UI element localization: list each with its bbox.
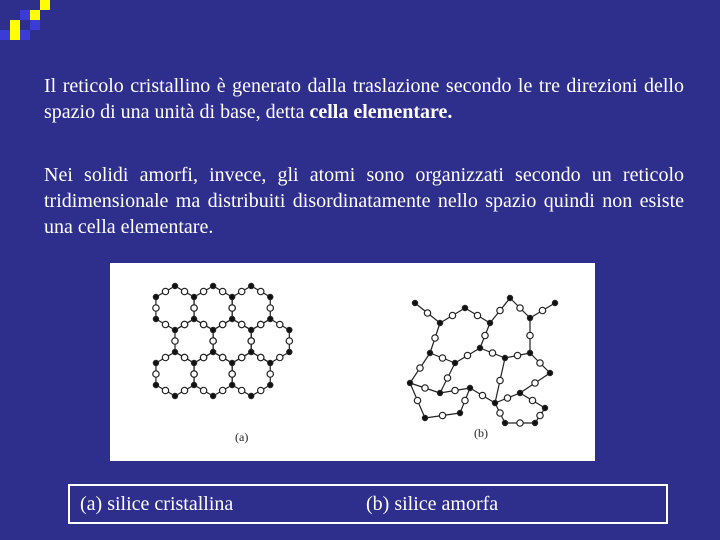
amorphous-network [407,295,557,426]
silicon-atom [268,360,273,365]
oxygen-atom [517,305,523,311]
silicon-atom [230,294,235,299]
oxygen-atom [181,288,187,294]
paragraph-crystal-lattice [44,73,684,125]
oxygen-atom [200,288,206,294]
oxygen-atom [432,335,438,341]
oxygen-atom [444,375,450,381]
silicon-atom [287,327,292,332]
silicon-atom [412,300,417,305]
silicon-atom [249,349,254,354]
silicon-atom [547,370,552,375]
oxygen-atom [219,354,225,360]
oxygen-atom [229,371,235,377]
silicon-atom [230,382,235,387]
silicon-atom [249,393,254,398]
figure-label-b: (b) [474,426,488,440]
silicon-atom [249,283,254,288]
oxygen-atom [479,392,485,398]
silicon-atom [532,420,537,425]
oxygen-atom [191,371,197,377]
oxygen-atom [277,354,283,360]
oxygen-atom [414,397,420,403]
silicon-atom [487,320,492,325]
paragraph1-text: Il reticolo cristallino è generato dalla traslazione secondo le tre direzioni dello spazio di una unità di base, detta [44,75,684,123]
oxygen-atom [439,412,445,418]
silicon-atom [437,390,442,395]
silicon-atom [211,349,216,354]
silicon-atom [492,400,497,405]
oxygen-atom [162,354,168,360]
corner-decoration [0,0,60,50]
oxygen-atom [504,395,510,401]
oxygen-atom [200,387,206,393]
silicon-atom [172,283,177,288]
silicon-atom [172,349,177,354]
oxygen-atom [238,387,244,393]
silicon-atom [457,410,462,415]
silicon-atom [527,315,532,320]
oxygen-atom [258,387,264,393]
oxygen-atom [162,321,168,327]
oxygen-atom [200,321,206,327]
silicon-atom [191,316,196,321]
silicon-atom [452,360,457,365]
oxygen-atom [200,354,206,360]
silicon-atom [427,350,432,355]
oxygen-atom [497,307,503,313]
oxygen-atom [424,310,430,316]
figure-label-a: (a) [235,430,249,444]
oxygen-atom [532,380,538,386]
silicon-atom [477,345,482,350]
silicon-atom [437,320,442,325]
silicon-atom [268,294,273,299]
silicon-atom [211,327,216,332]
oxygen-atom [482,332,488,338]
oxygen-atom [286,338,292,344]
oxygen-atom [462,397,468,403]
oxygen-atom [162,387,168,393]
oxygen-atom [422,385,428,391]
oxygen-atom [267,305,273,311]
oxygen-atom [219,387,225,393]
silicon-atom [502,355,507,360]
oxygen-atom [537,412,543,418]
oxygen-atom [153,371,159,377]
oxygen-atom [452,387,458,393]
paragraph1-bold-term: cella elementare. [309,101,453,123]
silicon-atom [191,294,196,299]
oxygen-atom [248,338,254,344]
silicon-atom [287,349,292,354]
oxygen-atom [417,365,423,371]
oxygen-atom [219,321,225,327]
oxygen-atom [210,338,216,344]
silicon-atom [230,316,235,321]
silicon-atom [153,382,158,387]
oxygen-atom [229,305,235,311]
silicon-atom [407,380,412,385]
paragraph-amorphous: Nei solidi amorfi, invece, gli atomi sono organizzati secondo un reticolo tridimensionale ma distribuiti disordinatamente nello spazio quindi non esiste una cella elementare. [44,164,684,238]
oxygen-atom [258,354,264,360]
oxygen-atom [489,350,495,356]
oxygen-atom [181,387,187,393]
silicon-atom [507,295,512,300]
oxygen-atom [277,321,283,327]
oxygen-atom [537,360,543,366]
silicon-atom [153,294,158,299]
oxygen-atom [258,288,264,294]
oxygen-atom [514,352,520,358]
caption-crystalline: (a) silice cristallina [80,493,234,515]
oxygen-atom [238,288,244,294]
oxygen-atom [162,288,168,294]
oxygen-atom [219,288,225,294]
oxygen-atom [191,305,197,311]
silicon-atom [230,360,235,365]
oxygen-atom [529,397,535,403]
silicon-atom [552,300,557,305]
silica-structure-figure [110,263,595,461]
silicon-atom [191,382,196,387]
oxygen-atom [181,354,187,360]
silicon-atom [211,393,216,398]
silicon-atom [542,405,547,410]
oxygen-atom [172,338,178,344]
silicon-atom [211,283,216,288]
oxygen-atom [527,332,533,338]
oxygen-atom [449,312,455,318]
oxygen-atom [497,377,503,383]
oxygen-atom [474,312,480,318]
silicon-atom [268,316,273,321]
silicon-atom [502,420,507,425]
silicon-atom [172,393,177,398]
silicon-atom [172,327,177,332]
oxygen-atom [238,321,244,327]
oxygen-atom [517,420,523,426]
silicon-atom [249,327,254,332]
oxygen-atom [258,321,264,327]
silicon-atom [527,350,532,355]
silicon-atom [153,316,158,321]
silicon-atom [191,360,196,365]
silicon-atom [517,390,522,395]
silicon-atom [268,382,273,387]
oxygen-atom [238,354,244,360]
silicon-atom [462,305,467,310]
caption-box [68,484,668,524]
silicon-atom [467,385,472,390]
silicon-atom [422,415,427,420]
oxygen-atom [464,352,470,358]
caption-amorphous: (b) silice amorfa [366,493,499,515]
silica-structure-diagram [110,263,595,461]
oxygen-atom [539,307,545,313]
crystalline-lattice [153,283,293,398]
oxygen-atom [497,410,503,416]
oxygen-atom [153,305,159,311]
oxygen-atom [439,355,445,361]
oxygen-atom [181,321,187,327]
silicon-atom [153,360,158,365]
oxygen-atom [267,371,273,377]
